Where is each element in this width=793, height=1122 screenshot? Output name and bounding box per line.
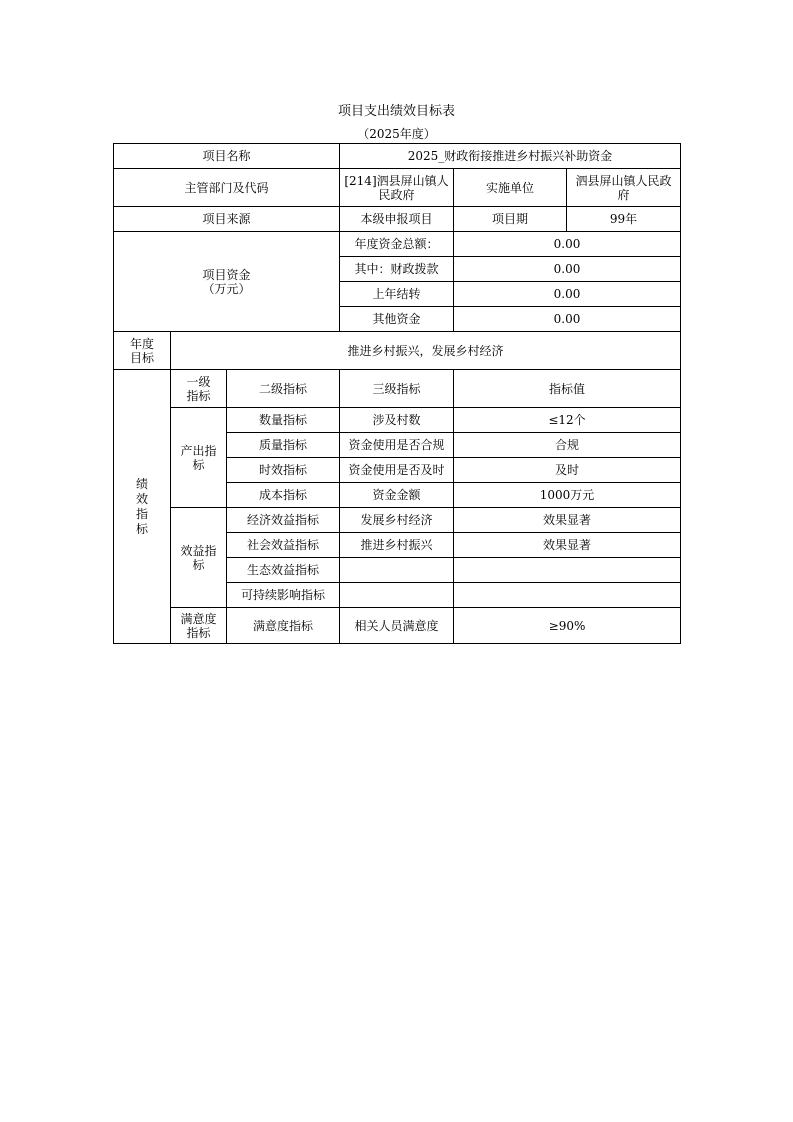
benefit-label-line1: 效益指 xyxy=(180,543,217,558)
annual-goal-label-line2: 目标 xyxy=(129,350,154,365)
value-cell: ≤12个 xyxy=(454,408,681,433)
performance-section-text: 绩效指标 xyxy=(135,476,148,536)
funds-carryover-label: 上年结转 xyxy=(340,282,454,307)
value-cell: 效果显著 xyxy=(454,533,681,558)
value-cell xyxy=(454,558,681,583)
level3-header: 三级指标 xyxy=(340,370,454,408)
department-label: 主管部门及代码 xyxy=(114,169,340,207)
project-name-value: 2025_财政衔接推进乡村振兴补助资金 xyxy=(340,144,681,169)
level1-header-line2: 指标 xyxy=(186,388,211,403)
level3-cell: 推进乡村振兴 xyxy=(340,533,454,558)
page-title: 项目支出绩效目标表 xyxy=(337,104,455,119)
funds-label-line2: （万元） xyxy=(202,281,251,296)
level2-cell: 可持续影响指标 xyxy=(227,583,340,608)
annual-goal-label xyxy=(114,332,171,370)
annual-goal-row xyxy=(114,332,681,370)
value-cell xyxy=(454,583,681,608)
level3-cell: 涉及村数 xyxy=(340,408,454,433)
funds-carryover-value: 0.00 xyxy=(454,282,681,307)
annual-goal-value: 推进乡村振兴，发展乡村经济 xyxy=(171,332,681,370)
funds-other-value: 0.00 xyxy=(454,307,681,332)
funds-total-label: 年度资金总额： xyxy=(340,232,454,257)
project-name-row xyxy=(114,144,681,169)
level3-cell: 相关人员满意度 xyxy=(340,608,454,644)
value-cell: 及时 xyxy=(454,458,681,483)
level2-cell: 社会效益指标 xyxy=(227,533,340,558)
benefit-indicator-label xyxy=(171,508,227,608)
funds-total-value: 0.00 xyxy=(454,232,681,257)
funds-row xyxy=(114,232,681,257)
benefit-label-line2: 标 xyxy=(192,557,205,572)
funds-fiscal-value: 0.00 xyxy=(454,257,681,282)
table-row xyxy=(114,408,681,433)
level2-cell: 生态效益指标 xyxy=(227,558,340,583)
annual-goal-label-line1: 年度 xyxy=(129,336,154,351)
value-cell: 合规 xyxy=(454,433,681,458)
level2-cell: 数量指标 xyxy=(227,408,340,433)
level3-cell: 发展乡村经济 xyxy=(340,508,454,533)
level2-cell: 成本指标 xyxy=(227,483,340,508)
output-label-line2: 标 xyxy=(192,457,205,472)
implementer-label: 实施单位 xyxy=(454,169,567,207)
level3-cell xyxy=(340,583,454,608)
implementer-value-line2: 府 xyxy=(617,187,630,202)
level2-cell: 经济效益指标 xyxy=(227,508,340,533)
output-label-line1: 产出指 xyxy=(180,443,217,458)
source-label: 项目来源 xyxy=(114,207,340,232)
satisfaction-indicator-label xyxy=(171,608,227,644)
level3-cell: 资金金额 xyxy=(340,483,454,508)
department-value: [214]泗县屏山镇人民政府 xyxy=(340,169,454,207)
page-subtitle: （2025年度） xyxy=(357,127,436,141)
source-value: 本级申报项目 xyxy=(340,207,454,232)
output-indicator-label xyxy=(171,408,227,508)
department-row xyxy=(114,169,681,207)
value-header: 指标值 xyxy=(454,370,681,408)
level3-cell: 资金使用是否合规 xyxy=(340,433,454,458)
level3-cell: 资金使用是否及时 xyxy=(340,458,454,483)
indicator-header-row xyxy=(114,370,681,408)
level2-header: 二级指标 xyxy=(227,370,340,408)
funds-other-label: 其他资金 xyxy=(340,307,454,332)
satisfaction-label-line1: 满意度 xyxy=(180,611,217,626)
period-label: 项目期 xyxy=(454,207,567,232)
level3-cell xyxy=(340,558,454,583)
implementer-value-line1: 泗县屏山镇人民政 xyxy=(575,173,672,188)
value-cell: ≥90% xyxy=(454,608,681,644)
value-cell: 1000万元 xyxy=(454,483,681,508)
funds-fiscal-label: 其中：财政拨款 xyxy=(340,257,454,282)
level2-cell: 时效指标 xyxy=(227,458,340,483)
performance-target-table xyxy=(113,143,681,644)
level1-header xyxy=(171,370,227,408)
level2-cell: 质量指标 xyxy=(227,433,340,458)
source-row xyxy=(114,207,681,232)
value-cell: 效果显著 xyxy=(454,508,681,533)
funds-label-line1: 项目资金 xyxy=(202,267,251,282)
level1-header-line1: 一级 xyxy=(186,374,211,389)
funds-label xyxy=(114,232,340,332)
table-row xyxy=(114,608,681,644)
performance-section-label xyxy=(114,370,171,644)
satisfaction-label-line2: 指标 xyxy=(186,625,211,640)
implementer-value xyxy=(567,169,681,207)
period-value: 99年 xyxy=(567,207,681,232)
level2-cell: 满意度指标 xyxy=(227,608,340,644)
project-name-label: 项目名称 xyxy=(114,144,340,169)
table-row xyxy=(114,508,681,533)
